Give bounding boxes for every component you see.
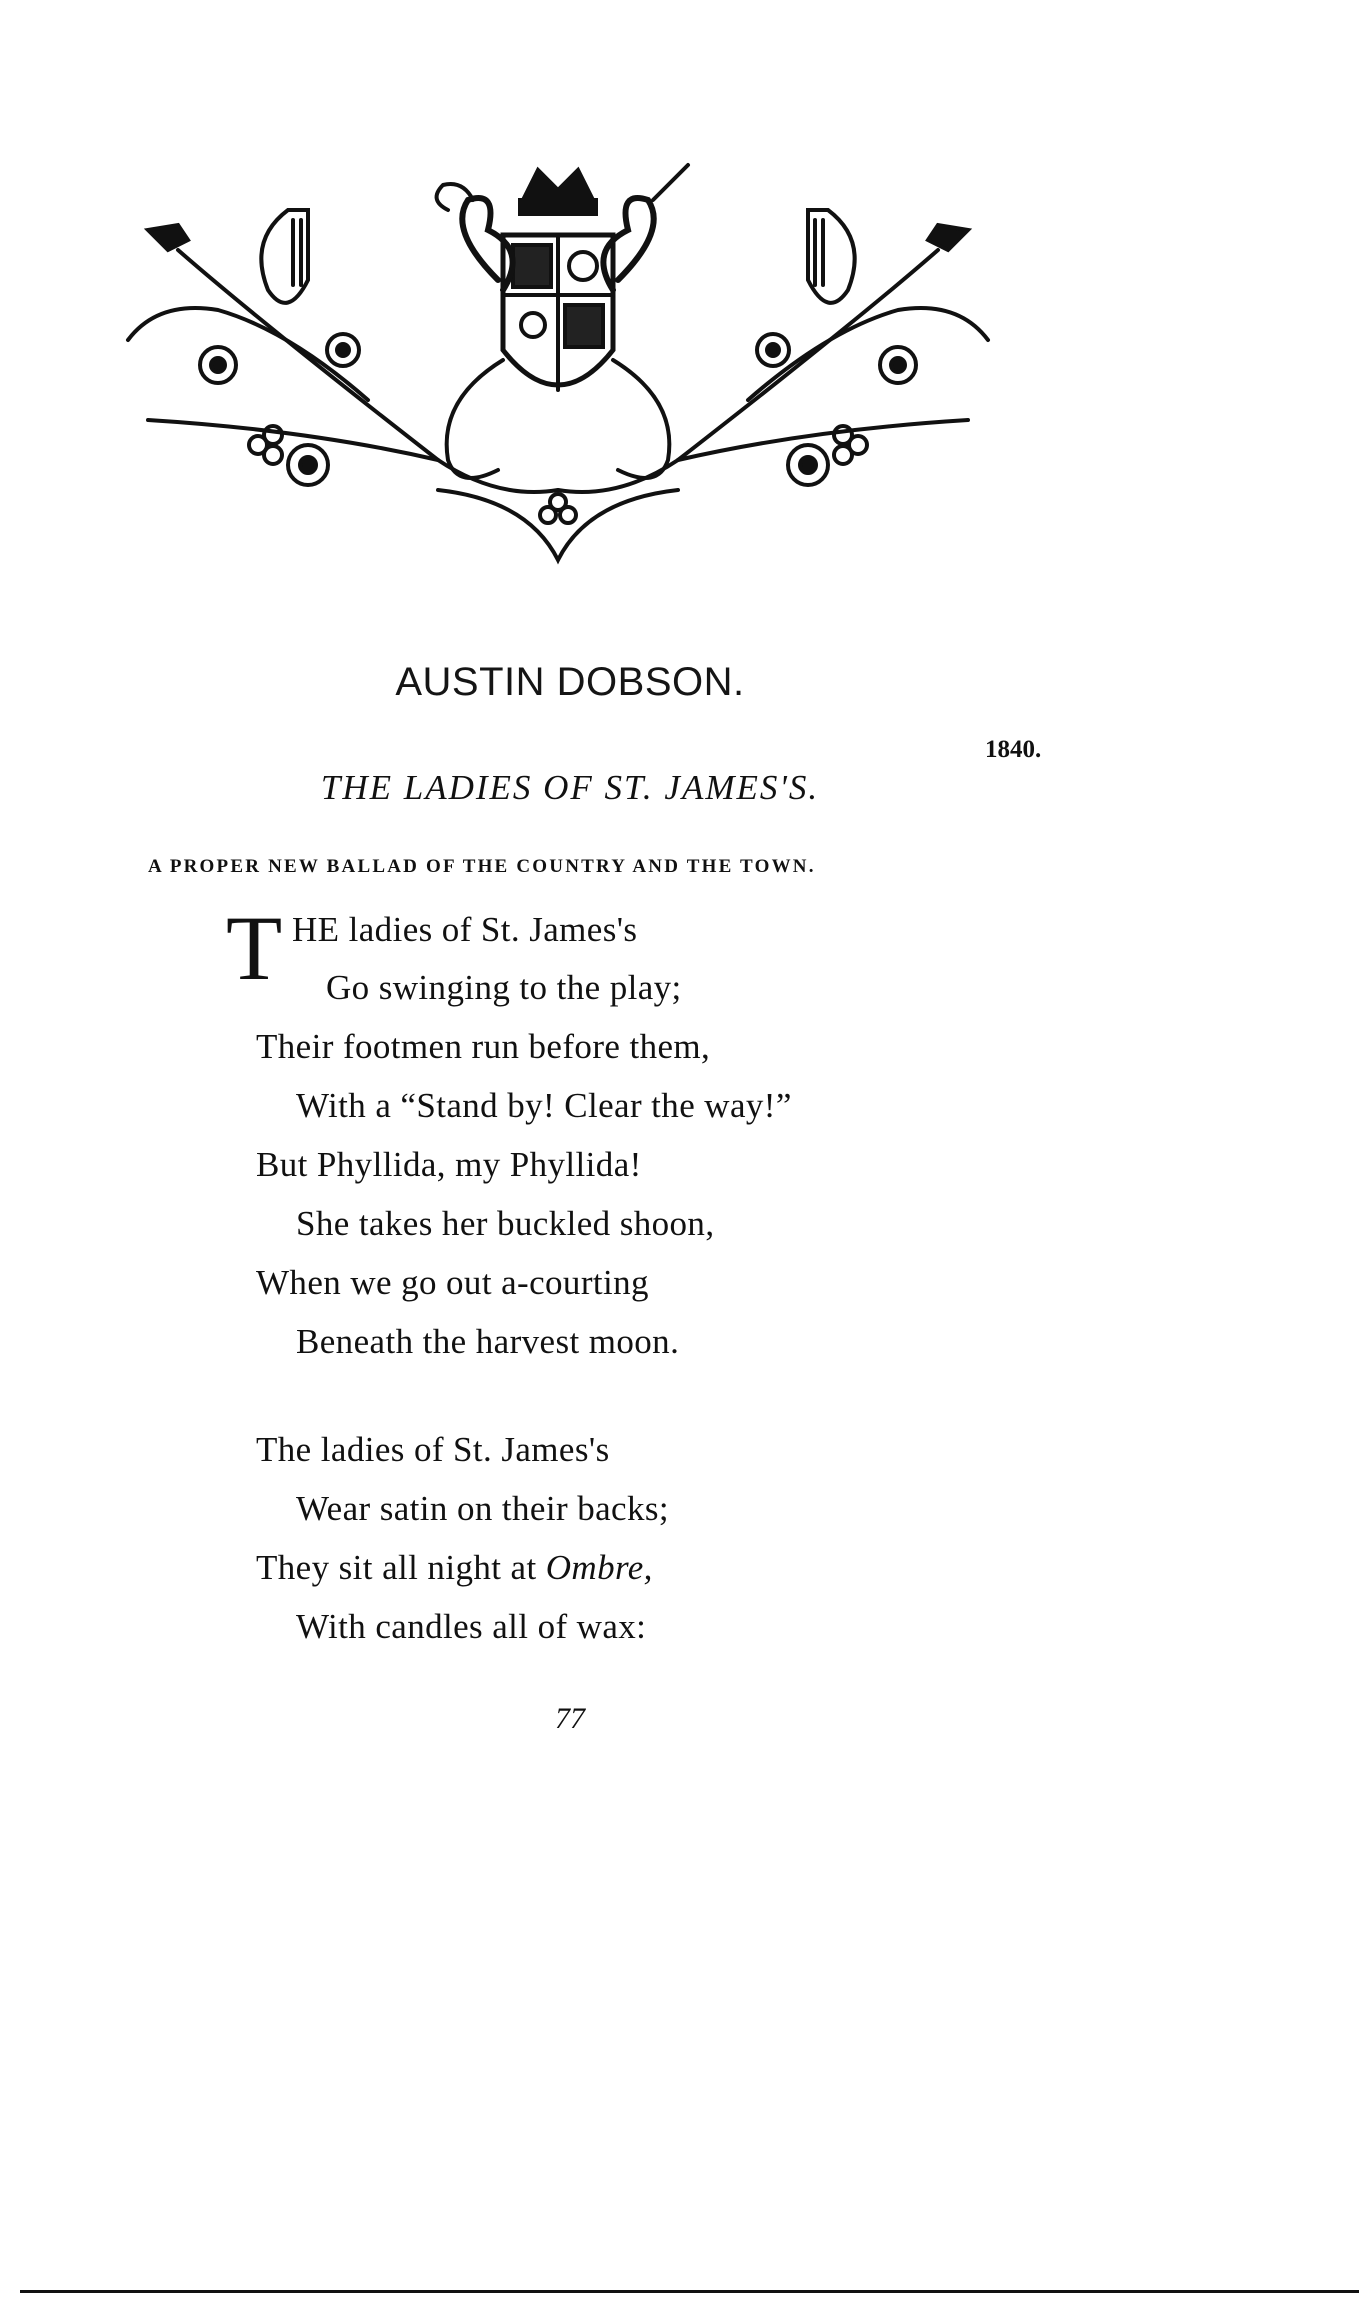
poem-subtitle: A PROPER NEW BALLAD OF THE COUNTRY AND THE TOWN. bbox=[148, 856, 816, 877]
verse-line: Their footmen run before them, bbox=[256, 1027, 711, 1066]
verse-line-start: They sit all night at bbox=[256, 1548, 546, 1587]
verse-line: With candles all of wax: bbox=[296, 1607, 647, 1646]
verse-line: Go swinging to the play; bbox=[326, 968, 682, 1007]
bottom-rule bbox=[20, 2290, 1359, 2293]
page-number: 77 bbox=[555, 1702, 585, 1735]
verse-line: She takes her buckled shoon, bbox=[296, 1204, 715, 1243]
verse-line bbox=[256, 1548, 653, 1588]
drop-cap: T bbox=[226, 897, 283, 999]
verse-line: When we go out a-courting bbox=[256, 1263, 649, 1302]
verse-italic-word: Ombre, bbox=[545, 1548, 653, 1587]
verse-line: But Phyllida, my Phyllida! bbox=[256, 1145, 642, 1184]
poem-title: THE LADIES OF ST. JAMES'S. bbox=[320, 768, 820, 807]
verse-line: Wear satin on their backs; bbox=[296, 1489, 670, 1528]
verse-line: The ladies of St. James's bbox=[256, 1430, 610, 1469]
verse-line: HE ladies of St. James's bbox=[292, 910, 638, 949]
verse-line: Beneath the harvest moon. bbox=[296, 1322, 680, 1361]
year-label: 1840. bbox=[985, 736, 1042, 763]
author-heading: AUSTIN DOBSON. bbox=[395, 660, 745, 704]
verse-line: With a “Stand by! Clear the way!” bbox=[296, 1086, 792, 1125]
royal-coat-of-arms-ornament-icon bbox=[108, 160, 1008, 580]
